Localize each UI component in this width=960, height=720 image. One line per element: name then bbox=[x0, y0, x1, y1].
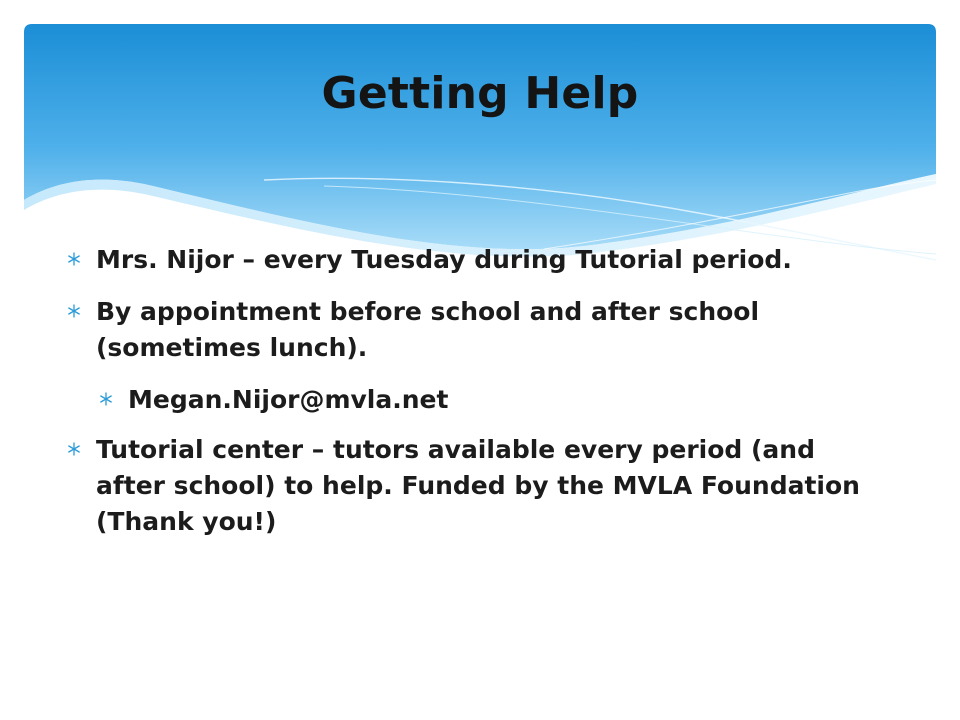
bullet-list bbox=[64, 242, 884, 556]
asterisk-icon bbox=[66, 441, 82, 457]
asterisk-icon bbox=[66, 303, 82, 319]
header-banner bbox=[24, 24, 936, 264]
slide-title: Getting Help bbox=[321, 68, 639, 119]
bullet-item bbox=[64, 294, 884, 366]
bullet-item bbox=[64, 242, 884, 278]
bullet-text: Tutorial center – tutors available every period (and after school) to help. Funded by the MVLA Foundation (Thank you!) bbox=[96, 435, 860, 536]
asterisk-icon bbox=[98, 391, 114, 407]
bullet-item bbox=[64, 432, 884, 540]
asterisk-icon bbox=[66, 251, 82, 267]
sub-bullet-item bbox=[96, 382, 884, 418]
header-wave-background bbox=[24, 24, 936, 264]
email-address: Megan.Nijor@mvla.net bbox=[128, 385, 449, 414]
bullet-text: By appointment before school and after school (sometimes lunch). bbox=[96, 297, 760, 362]
bullet-text: Mrs. Nijor – every Tuesday during Tutorial period. bbox=[96, 245, 792, 274]
